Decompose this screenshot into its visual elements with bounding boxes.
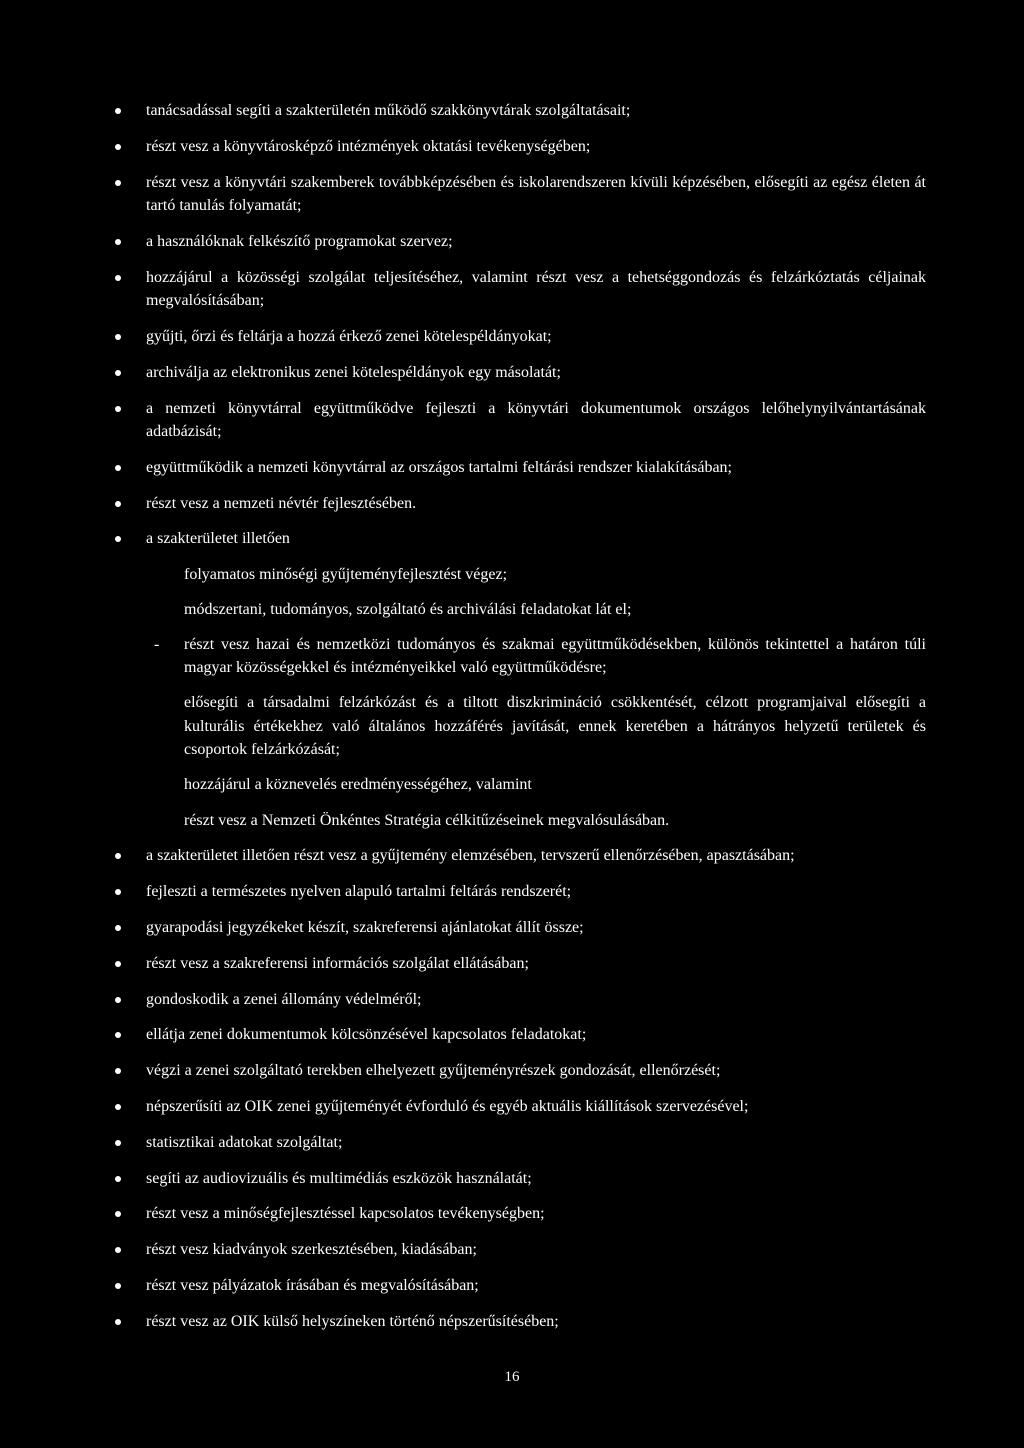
sub-item-text: hozzájárul a köznevelés eredményességéhez, valamint	[184, 776, 532, 794]
bullet-icon	[115, 1247, 121, 1253]
list-item-text: népszerűsíti az OIK zenei gyűjteményét évforduló és egyéb aktuális kiállítások szervezésével;	[146, 1097, 749, 1115]
list-item-text: ellátja zenei dokumentumok kölcsönzésével kapcsolatos feladatokat;	[146, 1026, 587, 1044]
list-item-text: segíti az audiovizuális és multimédiás eszközök használatát;	[146, 1169, 532, 1187]
bullet-icon	[115, 1140, 121, 1146]
bullet-icon	[115, 1176, 121, 1182]
list-item-text: részt vesz pályázatok írásában és megvalósításában;	[146, 1276, 479, 1294]
bullet-icon	[115, 370, 121, 376]
list-item	[146, 99, 926, 123]
list-item-text: a nemzeti könyvtárral együttműködve fejleszti a könyvtári dokumentumok országos lelőhelynyilvántartásának adatbázisát;	[146, 399, 926, 441]
list-item-text: részt vesz a minőségfejlesztéssel kapcsolatos tevékenységben;	[146, 1205, 545, 1223]
bullet-icon	[115, 144, 121, 150]
list-item	[146, 1310, 926, 1334]
list-item-text: részt vesz az OIK külső helyszíneken történő népszerűsítésében;	[146, 1312, 559, 1330]
bullet-icon	[115, 1032, 121, 1038]
bullet-icon	[115, 1319, 121, 1325]
list-item	[146, 1274, 926, 1298]
list-item-text: gyarapodási jegyzékeket készít, szakreferensi ajánlatokat állít össze;	[146, 918, 584, 936]
bullet-icon	[115, 997, 121, 1003]
list-item	[146, 1023, 926, 1047]
list-item	[146, 527, 926, 832]
page-number: 16	[504, 1369, 520, 1385]
list-item-text: fejleszti a természetes nyelven alapuló tartalmi feltárás rendszerét;	[146, 883, 572, 901]
bullet-icon	[115, 853, 121, 859]
sub-item-text: részt vesz hazai és nemzetközi tudományos és szakmai együttműködésekben, különös tekintettel a határon túli magyar közösségekkel és intézményeikkel való együttműködésre;	[184, 635, 926, 677]
list-item-text: részt vesz a szakreferensi információs szolgálat ellátásában;	[146, 954, 529, 972]
list-item	[146, 135, 926, 159]
list-item-text: a szakterületet illetően részt vesz a gyűjtemény elemzésében, tervszerű ellenőrzésében, apasztásában;	[146, 847, 795, 865]
list-item-text: részt vesz a könyvtári szakemberek továbbképzésében és iskolarendszeren kívüli képzésében, elősegíti az egész életen át tartó tanulás folyamatát;	[146, 173, 926, 215]
list-item-text: részt vesz a könyvtárosképző intézmények oktatási tevékenységében;	[146, 137, 591, 155]
list-item-text: archiválja az elektronikus zenei kötelespéldányok egy másolatát;	[146, 363, 561, 381]
bullet-icon	[115, 239, 121, 245]
list-item	[146, 1202, 926, 1226]
list-item	[146, 325, 926, 349]
sub-item	[184, 691, 926, 762]
list-item-text: gondoskodik a zenei állomány védelméről;	[146, 990, 422, 1008]
list-item	[146, 844, 926, 868]
sub-item	[184, 598, 926, 622]
list-item	[146, 230, 926, 254]
list-item-text: végzi a zenei szolgáltató terekben elhelyezett gyűjteményrészek gondozását, ellenőrzését;	[146, 1062, 721, 1080]
sub-item	[184, 809, 926, 833]
sub-item	[184, 773, 926, 797]
list-item-text: részt vesz kiadványok szerkesztésében, kiadásában;	[146, 1241, 477, 1259]
sub-item	[184, 563, 926, 587]
bullet-icon	[115, 406, 121, 412]
list-item	[146, 988, 926, 1012]
bullet-icon	[115, 1104, 121, 1110]
list-item	[146, 456, 926, 480]
list-item-text: tanácsadással segíti a szakterületén működő szakkönyvtárak szolgáltatásait;	[146, 102, 631, 119]
list-item-text: gyűjti, őrzi és feltárja a hozzá érkező zenei kötelespéldányokat;	[146, 327, 552, 345]
bullet-icon	[115, 1068, 121, 1074]
list-item	[146, 1095, 926, 1119]
list-item-text: hozzájárul a közösségi szolgálat teljesítéséhez, valamint részt vesz a tehetséggondozás és felzárkóztatás céljainak megvalósításában;	[146, 268, 926, 310]
bullet-icon	[115, 1283, 121, 1289]
list-item	[146, 1059, 926, 1083]
sub-item-text: módszertani, tudományos, szolgáltató és archiválási feladatokat lát el;	[184, 600, 632, 618]
dash-marker: -	[154, 635, 160, 653]
list-item	[146, 1167, 926, 1191]
list-item	[146, 266, 926, 313]
list-item	[146, 361, 926, 385]
list-item	[146, 397, 926, 444]
bullet-icon	[115, 501, 121, 507]
bullet-icon	[115, 108, 121, 114]
list-item	[146, 916, 926, 940]
list-item-text: együttműködik a nemzeti könyvtárral az országos tartalmi feltárási rendszer kialakításában;	[146, 458, 732, 476]
bullet-icon	[115, 1211, 121, 1217]
bullet-icon	[115, 180, 121, 186]
list-item	[146, 492, 926, 516]
bullet-icon	[115, 536, 121, 542]
sub-item	[154, 633, 926, 680]
sub-item-text: elősegíti a társadalmi felzárkózást és a tiltott diszkrimináció csökkentését, célzott programjaival elősegíti a kulturális értékekhez való általános hozzáférés javítását, ennek keretében a hátrányos helyzetű területek és csoportok felzárkózását;	[184, 694, 926, 759]
list-item	[146, 1131, 926, 1155]
sub-item-text: folyamatos minőségi gyűjteményfejlesztést végez;	[184, 565, 508, 583]
list-item	[146, 171, 926, 218]
list-item	[146, 1238, 926, 1262]
list-item-text: a szakterületet illetően	[146, 530, 290, 548]
list-item-text: részt vesz a nemzeti névtér fejlesztésében.	[146, 494, 417, 512]
list-item-text: a használóknak felkészítő programokat szervez;	[146, 232, 453, 250]
bullet-icon	[115, 465, 121, 471]
bullet-icon	[115, 275, 121, 281]
bullet-icon	[115, 925, 121, 931]
sub-item-text: részt vesz a Nemzeti Önkéntes Stratégia célkitűzéseinek megvalósulásában.	[184, 811, 670, 829]
bullet-icon	[115, 961, 121, 967]
bullet-icon	[115, 889, 121, 895]
bullet-icon	[115, 334, 121, 340]
bullet-list	[0, 99, 1024, 1345]
list-item-text: statisztikai adatokat szolgáltat;	[146, 1133, 343, 1151]
list-item	[146, 952, 926, 976]
list-item	[146, 880, 926, 904]
